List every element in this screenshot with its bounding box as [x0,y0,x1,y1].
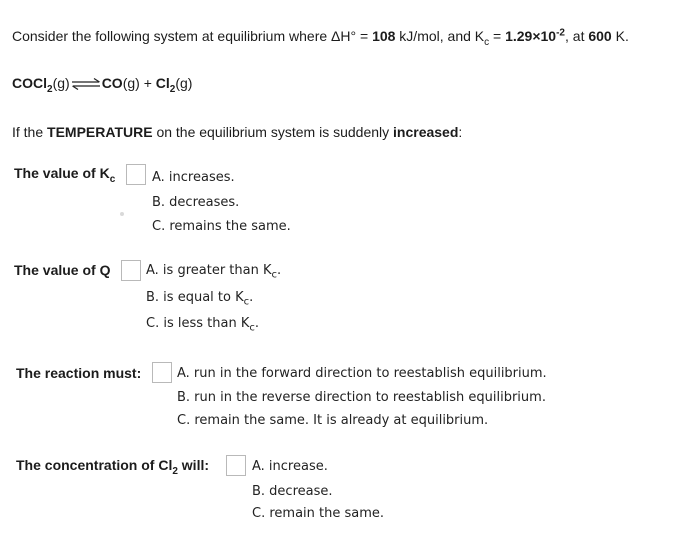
stray-dot [120,212,124,216]
q4-option-c: C. remain the same. [252,506,385,521]
q3-label: The reaction must: [16,365,142,381]
question-text: Consider the following system at equilibrium where ΔH° = 108 kJ/mol, and $K_c = 1.29\times 10^{-2}$, at 600 K. [12,27,629,48]
reaction-equation: COCl$_2$(g) $CO(g) + Cl_2(g)$ [12,75,193,95]
q1-option-b: B. decreases. [152,195,240,210]
q2-answer-box[interactable] [121,260,141,281]
q1-answer-box[interactable] [126,164,146,185]
prompt-text: If the TEMPERATURE on the equilibrium system is suddenly increased: [12,124,463,140]
q2-option-b: B. is equal to $K_c$. [146,290,254,308]
q4-answer-box[interactable] [226,455,246,476]
q4-option-b: B. decrease. [252,484,333,499]
q1-label: The value of $K_c$ [14,165,116,185]
q4-label: The concentration of $Cl_2$ will: [16,457,210,477]
q2-option-c: C. is less than $K_c$. [146,316,259,334]
q3-option-c: C. remain the same. It is already at equilibrium. [177,413,489,428]
q1-option-a: A. increases. [152,170,235,185]
q3-answer-box[interactable] [152,362,172,383]
q2-label: The value of Q [14,262,111,278]
q3-option-b: B. run in the reverse direction to reestablish equilibrium. [177,390,546,405]
q3-option-a: A. run in the forward direction to reestablish equilibrium. [177,366,547,381]
q1-option-c: C. remains the same. [152,219,291,234]
q2-option-a: A. is greater than $K_c$. [146,263,282,281]
equilibrium-arrow-icon [71,78,101,90]
q4-option-a: A. increase. [252,459,328,474]
